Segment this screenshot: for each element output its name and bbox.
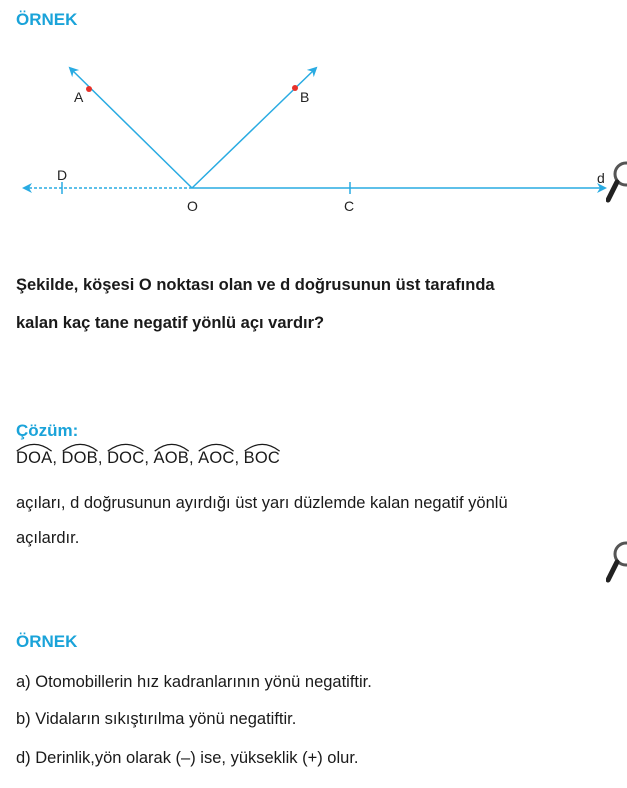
angle-aoc — [198, 449, 234, 468]
angle-separator: , — [188, 449, 199, 467]
angle-dob — [62, 449, 98, 468]
question-line-2: kalan kaç tane negatif yönlü açı vardır? — [16, 314, 325, 332]
angle-label: DOB — [61, 449, 98, 467]
angle-label: AOC — [198, 449, 235, 467]
ray-oa — [70, 68, 192, 188]
angle-doc — [107, 449, 144, 468]
point-a — [86, 86, 92, 92]
angle-aob — [154, 449, 189, 468]
example-item-a: a) Otomobillerin hız kadranlarının yönü negatiftir. — [16, 673, 372, 691]
angle-separator: , — [52, 449, 62, 467]
angle-arc-icon — [16, 443, 52, 452]
label-a: A — [74, 89, 84, 105]
label-c: C — [344, 198, 355, 214]
example-item-b: b) Vidaların sıkıştırılma yönü negatiftir. — [16, 710, 297, 728]
magnifier-icon — [606, 160, 627, 210]
solution-line-2: açılardır. — [16, 529, 80, 547]
label-o: O — [187, 198, 198, 214]
point-b — [292, 85, 298, 91]
ray-ob — [192, 68, 316, 188]
geometry-figure — [0, 55, 627, 225]
label-b: B — [300, 89, 310, 105]
question-line-1: Şekilde, köşesi O noktası olan ve d doğrusunun üst tarafında — [16, 276, 495, 294]
angle-doa — [16, 449, 52, 468]
label-d: D — [57, 167, 68, 183]
angle-label: AOB — [153, 449, 189, 467]
angle-label: BOC — [243, 449, 281, 467]
angle-boc — [244, 449, 280, 468]
angle-arc-icon — [62, 443, 98, 452]
angle-arc-icon — [198, 443, 234, 452]
angle-separator: , — [234, 449, 244, 467]
angle-label: DOC — [107, 449, 145, 467]
label-line-d: d — [597, 170, 605, 186]
angle-arc-icon — [107, 443, 144, 452]
angle-arc-icon — [154, 443, 189, 452]
angle-arc-icon — [244, 443, 280, 452]
example-heading-2: ÖRNEK — [16, 632, 78, 651]
angle-label: DOA — [16, 449, 53, 467]
angle-separator: , — [97, 449, 108, 467]
example-heading: ÖRNEK — [16, 10, 78, 29]
angle-list — [16, 449, 280, 468]
magnifier-icon — [606, 540, 627, 590]
solution-heading: Çözüm: — [16, 421, 79, 440]
solution-line-1: açıları, d doğrusunun ayırdığı üst yarı düzlemde kalan negatif yönlü — [16, 494, 508, 512]
angle-separator: , — [144, 449, 154, 467]
example-item-d: d) Derinlik,yön olarak (–) ise, yükseklik (+) olur. — [16, 749, 359, 767]
